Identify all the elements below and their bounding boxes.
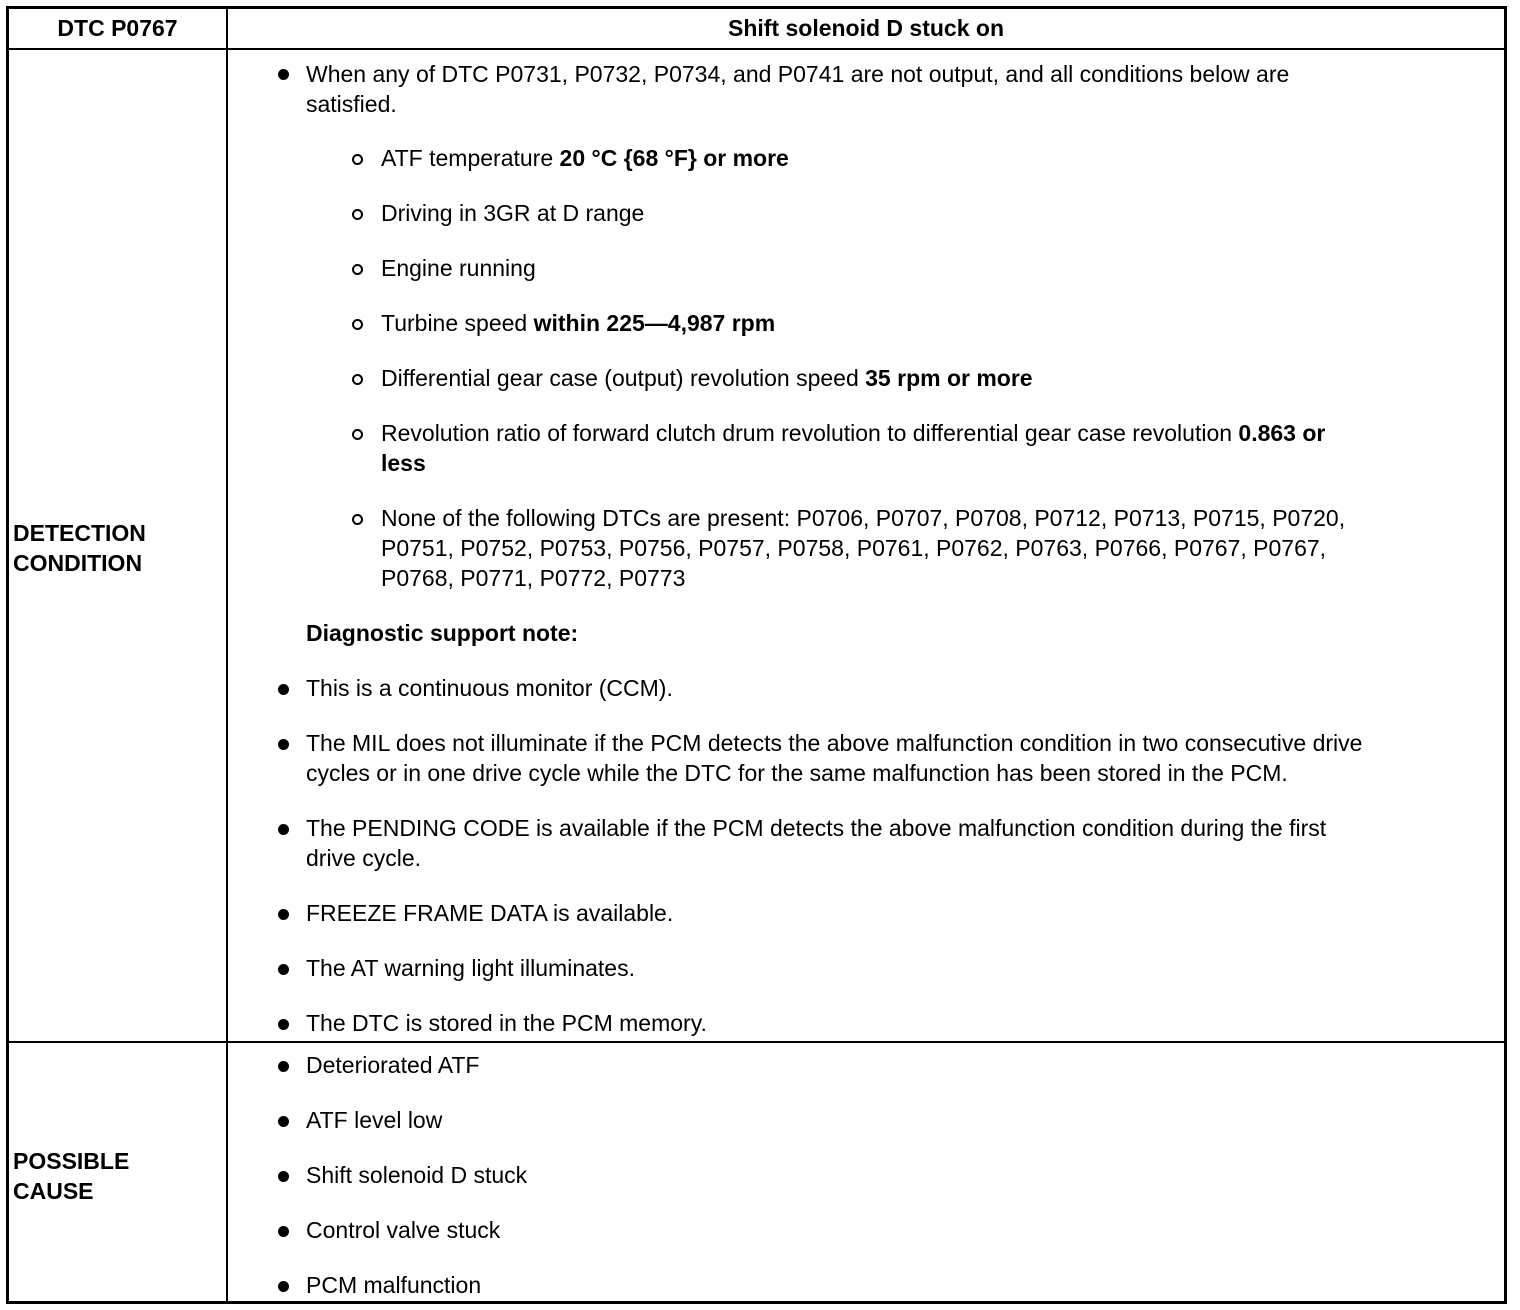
note-1: This is a continuous monitor (CCM). <box>306 675 673 701</box>
ring-bullet-icon <box>352 319 363 330</box>
bullet-icon <box>278 739 289 750</box>
bullet-icon <box>278 69 289 80</box>
bullet-icon <box>278 1061 289 1072</box>
cause-5: PCM malfunction <box>306 1272 482 1298</box>
intro-line1: When any of DTC P0731, P0732, P0734, and P0741 are not output, and all conditions below are <box>306 61 1290 87</box>
bullet-icon <box>278 909 289 920</box>
condition-ratio-value-a: 0.863 or <box>1238 420 1326 446</box>
bullet-icon <box>278 824 289 835</box>
ring-bullet-icon <box>352 514 363 525</box>
bullet-icon <box>278 1171 289 1182</box>
note-2-line1: The MIL does not illuminate if the PCM detects the above malfunction condition in two consecutive drive <box>306 730 1363 756</box>
condition-none-line3: P0768, P0771, P0772, P0773 <box>381 565 686 591</box>
condition-diff <box>381 363 1033 393</box>
note-3-line2: drive cycle. <box>306 845 422 871</box>
condition-ratio-text: Revolution ratio of forward clutch drum revolution to differential gear case revolution <box>381 420 1239 446</box>
condition-turbine-text: Turbine speed <box>381 310 534 336</box>
detection-condition-label <box>13 518 146 578</box>
ring-bullet-icon <box>352 374 363 385</box>
ring-bullet-icon <box>352 154 363 165</box>
note-6: The DTC is stored in the PCM memory. <box>306 1010 707 1036</box>
bullet-icon <box>278 684 289 695</box>
condition-none-line2: P0751, P0752, P0753, P0756, P0757, P0758, P0761, P0762, P0763, P0766, P0767, P0767, <box>381 535 1327 561</box>
dtc-table <box>6 6 1507 1304</box>
bullet-icon <box>278 1226 289 1237</box>
cause-label-line1: POSSIBLE <box>13 1148 130 1174</box>
bullet-icon <box>278 964 289 975</box>
condition-turbine-value: within 225—4,987 rpm <box>533 310 776 336</box>
ring-bullet-icon <box>352 209 363 220</box>
ring-bullet-icon <box>352 429 363 440</box>
bullet-icon <box>278 1281 289 1292</box>
ring-bullet-icon <box>352 264 363 275</box>
note-4: FREEZE FRAME DATA is available. <box>306 900 674 926</box>
condition-diff-value: 35 rpm or more <box>865 365 1033 391</box>
condition-ratio-value-b: less <box>381 450 426 476</box>
section-row-divider <box>9 1041 1504 1043</box>
condition-atf-temp-value: 20 °C {68 °F} or more <box>559 145 789 171</box>
bullet-icon <box>278 1116 289 1127</box>
cause-4: Control valve stuck <box>306 1217 501 1243</box>
dtc-title: Shift solenoid D stuck on <box>727 15 1004 41</box>
header-row-divider <box>9 48 1504 50</box>
condition-turbine <box>381 308 775 338</box>
condition-diff-text: Differential gear case (output) revolution speed <box>381 365 866 391</box>
possible-cause-label <box>13 1146 129 1206</box>
note-heading: Diagnostic support note: <box>306 620 579 646</box>
note-3-line1: The PENDING CODE is available if the PCM detects the above malfunction condition during the first <box>306 815 1327 841</box>
condition-none-line1: None of the following DTCs are present: P0706, P0707, P0708, P0712, P0713, P0715, P0720, <box>381 505 1346 531</box>
cause-1: Deteriorated ATF <box>306 1052 480 1078</box>
intro-line2: satisfied. <box>306 91 397 117</box>
cause-2: ATF level low <box>306 1107 443 1133</box>
note-5: The AT warning light illuminates. <box>306 955 635 981</box>
detection-label-line2: CONDITION <box>13 550 143 576</box>
condition-atf-temp-text: ATF temperature <box>381 145 560 171</box>
condition-driving: Driving in 3GR at D range <box>381 200 645 226</box>
detection-label-line1: DETECTION <box>13 520 146 546</box>
bullet-icon <box>278 1019 289 1030</box>
condition-engine: Engine running <box>381 255 536 281</box>
cause-3: Shift solenoid D stuck <box>306 1162 528 1188</box>
column-divider <box>226 9 228 1301</box>
cause-label-line2: CAUSE <box>13 1178 94 1204</box>
dtc-code: DTC P0767 <box>57 15 178 41</box>
condition-atf-temp <box>381 143 789 173</box>
condition-ratio-line1 <box>381 418 1325 448</box>
condition-ratio-line2 <box>381 448 426 478</box>
note-2-line2: cycles or in one drive cycle while the DTC for the same malfunction has been stored in the PCM. <box>306 760 1288 786</box>
